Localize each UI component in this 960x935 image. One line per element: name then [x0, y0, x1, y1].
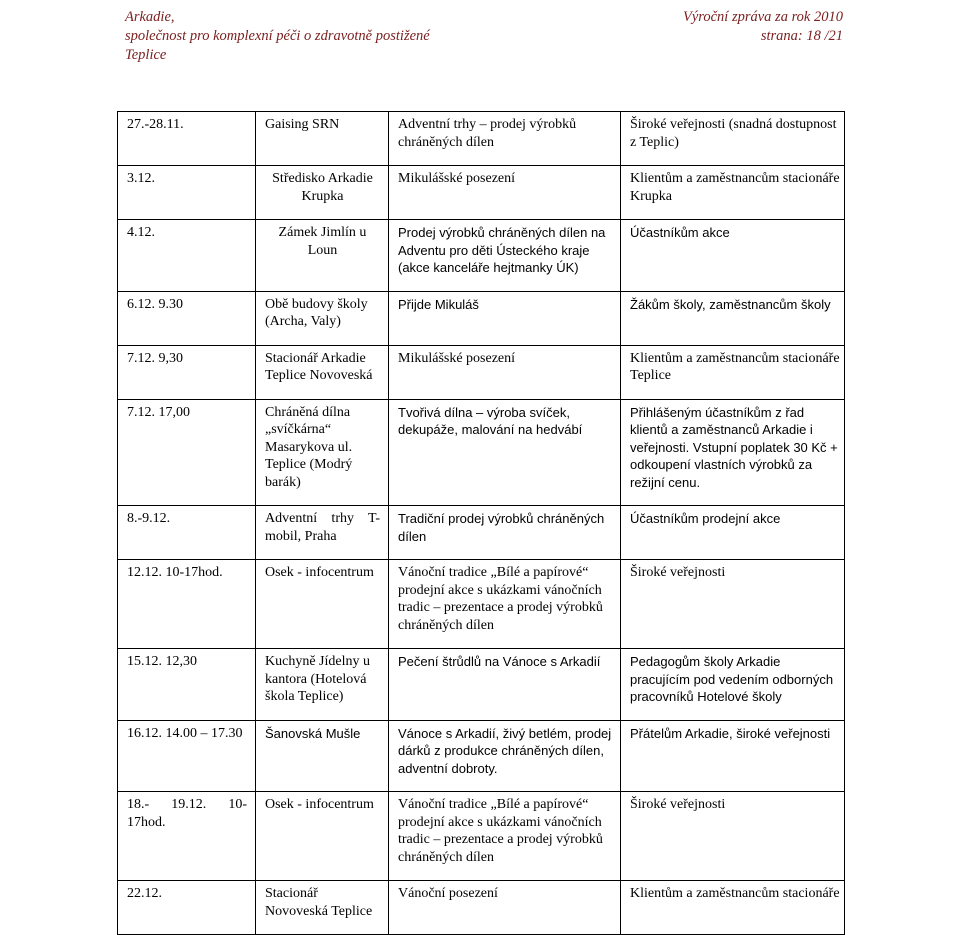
table-row [118, 560, 845, 649]
audience-cell: Účastníkům prodejní akce [621, 506, 845, 560]
date-cell: 8.-9.12. [118, 506, 256, 560]
place-cell: Středisko Arkadie Krupka [256, 166, 389, 220]
page-number: strana: 18 /21 [760, 28, 843, 44]
event-cell: Tvořivá dílna – výroba svíček, dekupáže, malování na hedvábí [389, 399, 621, 506]
date-cell: 12.12. 10-17hod. [118, 560, 256, 649]
audience-cell: Přátelům Arkadie, široké veřejnosti [621, 720, 845, 792]
event-cell: Vánoční posezení [389, 881, 621, 935]
events-table [117, 111, 845, 935]
place-cell: Osek - infocentrum [256, 560, 389, 649]
event-cell: Pečení štrůdlů na Vánoce s Arkadií [389, 649, 621, 721]
table-row [118, 166, 845, 220]
audience-cell: Účastníkům akce [621, 220, 845, 292]
event-cell: Vánoce s Arkadií, živý betlém, prodej dárků z produkce chráněných dílen, adventní dobroty. [389, 720, 621, 792]
table-row [118, 506, 845, 560]
place-cell: Kuchyně Jídelny u kantora (Hotelová škola Teplice) [256, 649, 389, 721]
event-cell: Mikulášské posezení [389, 166, 621, 220]
audience-cell: Široké veřejnosti [621, 792, 845, 881]
table-row [118, 345, 845, 399]
audience-cell: Široké veřejnosti (snadná dostupnost z Teplic) [621, 112, 845, 166]
event-cell: Přijde Mikuláš [389, 291, 621, 345]
audience-cell: Pedagogům školy Arkadie pracujícím pod vedením odborných pracovníků Hotelové školy [621, 649, 845, 721]
date-cell: 16.12. 14.00 – 17.30 [118, 720, 256, 792]
audience-cell: Klientům a zaměstnancům stacionáře Teplice [621, 345, 845, 399]
table-row [118, 792, 845, 881]
date-cell: 22.12. [118, 881, 256, 935]
place-cell: Stacionář Novoveská Teplice [256, 881, 389, 935]
date-cell: 27.-28.11. [118, 112, 256, 166]
place-cell: Šanovská Mušle [256, 720, 389, 792]
table-row [118, 291, 845, 345]
table-row [118, 399, 845, 506]
place-cell: Zámek Jimlín u Loun [256, 220, 389, 292]
place-cell: Stacionář Arkadie Teplice Novoveská [256, 345, 389, 399]
table-row [118, 720, 845, 792]
event-cell: Adventní trhy – prodej výrobků chráněných dílen [389, 112, 621, 166]
date-cell: 4.12. [118, 220, 256, 292]
report-title: Výroční zpráva za rok 2010 [682, 9, 843, 25]
place-cell: Adventní trhy T-mobil, Praha [256, 506, 389, 560]
date-cell: 7.12. 17,00 [118, 399, 256, 506]
event-cell: Vánoční tradice „Bílé a papírové“ prodejní akce s ukázkami vánočních tradic – prezentace a prodej výrobků chráněných dílen [389, 560, 621, 649]
table-row [118, 220, 845, 292]
event-cell: Tradiční prodej výrobků chráněných dílen [389, 506, 621, 560]
audience-cell: Klientům a zaměstnancům stacionáře Krupka [621, 166, 845, 220]
date-cell: 6.12. 9.30 [118, 291, 256, 345]
place-cell: Osek - infocentrum [256, 792, 389, 881]
audience-cell: Žákům školy, zaměstnancům školy [621, 291, 845, 345]
page-header [125, 8, 843, 65]
audience-cell: Klientům a zaměstnancům stacionáře [621, 881, 845, 935]
table-row [118, 112, 845, 166]
date-cell: 15.12. 12,30 [118, 649, 256, 721]
date-cell: 3.12. [118, 166, 256, 220]
event-cell: Vánoční tradice „Bílé a papírové“ prodejní akce s ukázkami vánočních tradic – prezentace a prodej výrobků chráněných dílen [389, 792, 621, 881]
table-row [118, 881, 845, 935]
place-cell: Gaising SRN [256, 112, 389, 166]
organization-name: Arkadie, [125, 9, 175, 25]
table-row [118, 649, 845, 721]
audience-cell: Přihlášeným účastníkům z řad klientů a zaměstnanců Arkadie i veřejnosti. Vstupní poplatek 30 Kč + odkoupení vlastních výrobků za režijní cenu. [621, 399, 845, 506]
audience-cell: Široké veřejnosti [621, 560, 845, 649]
organization-description: společnost pro komplexní péči o zdravotně postižené [125, 28, 430, 44]
event-cell: Prodej výrobků chráněných dílen na Adventu pro děti Ústeckého kraje (akce kanceláře hejtmanky ÚK) [389, 220, 621, 292]
place-cell: Chráněná dílna „svíčkárna“ Masarykova ul. Teplice (Modrý barák) [256, 399, 389, 506]
date-cell: 7.12. 9,30 [118, 345, 256, 399]
organization-city: Teplice [125, 47, 167, 63]
place-cell: Obě budovy školy (Archa, Valy) [256, 291, 389, 345]
event-cell: Mikulášské posezení [389, 345, 621, 399]
date-cell: 18.- 19.12. 10-17hod. [118, 792, 256, 881]
